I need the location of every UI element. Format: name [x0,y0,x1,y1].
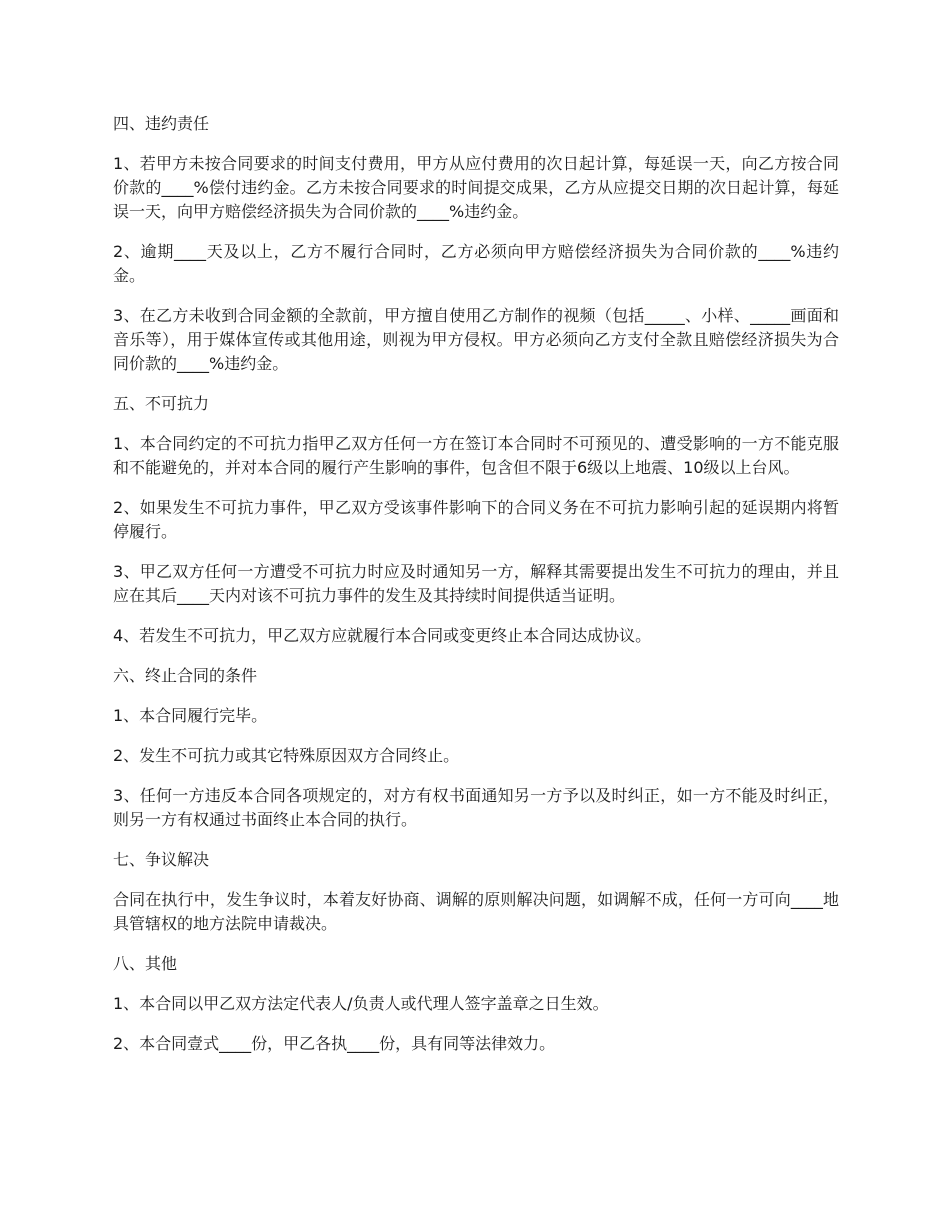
paragraph: 2、如果发生不可抗力事件，甲乙双方受该事件影响下的合同义务在不可抗力影响引起的延误期内将暂停履行。 [113,498,839,541]
paragraph: 3、甲乙双方任何一方遭受不可抗力时应及时通知另一方，解释其需要提出发生不可抗力的理由，并且应在其后____天内对该不可抗力事件的发生及其持续时间提供适当证明。 [113,562,839,605]
section-heading-force-majeure: 五、不可抗力 [113,394,210,413]
paragraph: 1、本合同以甲乙双方法定代表人/负责人或代理人签字盖章之日生效。 [113,994,609,1013]
paragraph: 4、若发生不可抗力，甲乙双方应就履行本合同或变更终止本合同达成协议。 [113,626,652,645]
paragraph: 1、本合同履行完毕。 [113,706,268,725]
paragraph: 合同在执行中，发生争议时，本着友好协商、调解的原则解决问题，如调解不成，任何一方可向____地具管辖权的地方法院申请裁决。 [113,890,839,933]
section-heading-other: 八、其他 [113,954,178,973]
document-body [113,112,839,1072]
section-heading-breach: 四、违约责任 [113,114,210,133]
section-heading-termination: 六、终止合同的条件 [113,666,258,685]
paragraph: 2、本合同壹式____份，甲乙各执____份，具有同等法律效力。 [113,1034,556,1053]
paragraph: 3、任何一方违反本合同各项规定的，对方有权书面通知另一方予以及时纠正，如一方不能及时纠正，则另一方有权通过书面终止本合同的执行。 [113,786,839,829]
section-heading-dispute: 七、争议解决 [113,850,210,869]
paragraph: 2、发生不可抗力或其它特殊原因双方合同终止。 [113,746,460,765]
paragraph: 1、本合同约定的不可抗力指甲乙双方任何一方在签订本合同时不可预见的、遭受影响的一方不能克服和不能避免的，并对本合同的履行产生影响的事件，包含但不限于6级以上地震、10级以上台风。 [113,434,839,477]
paragraph: 3、在乙方未收到合同金额的全款前，甲方擅自使用乙方制作的视频（包括_____、小样、_____画面和音乐等），用于媒体宣传或其他用途，则视为甲方侵权。甲方必须向乙方支付全款且赔偿经济损失为合同价款的____%违约金。 [113,306,839,373]
paragraph: 1、若甲方未按合同要求的时间支付费用，甲方从应付费用的次日起计算，每延误一天，向乙方按合同价款的____%偿付违约金。乙方未按合同要求的时间提交成果，乙方从应提交日期的次日起计算，每延误一天，向甲方赔偿经济损失为合同价款的____%违约金。 [113,154,839,221]
paragraph: 2、逾期____天及以上，乙方不履行合同时，乙方必须向甲方赔偿经济损失为合同价款的____%违约金。 [113,242,839,285]
